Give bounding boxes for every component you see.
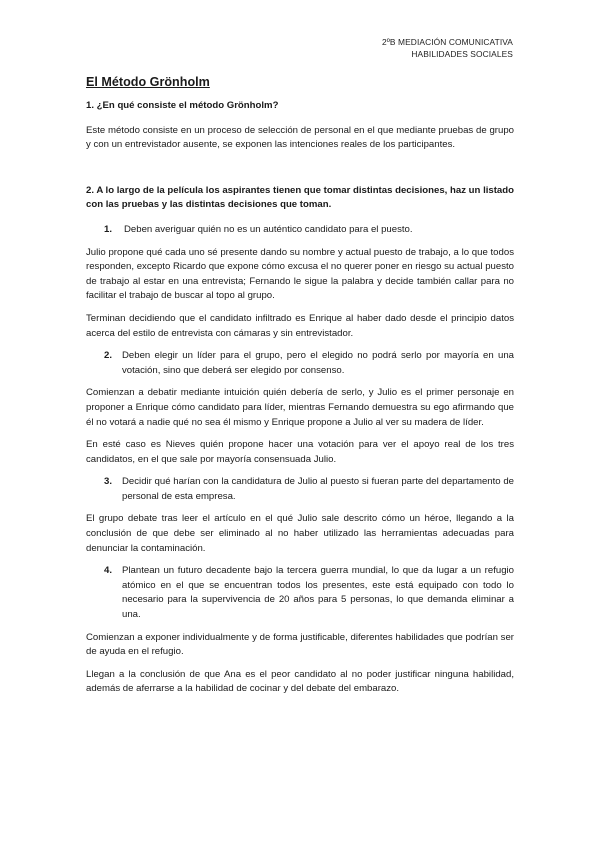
paragraph: Comienzan a debatir mediante intuición quién debería de serlo, y Julio es el primer personaje en proponer a Enrique cómo candidato para líder, mientras Fernando demuestra su ego afirmando que él no votará a nadie qué no sea él mismo y Enrique propone a Julio al ver su madera de líder. <box>86 387 514 428</box>
page-header <box>382 36 513 60</box>
paragraph: Comienzan a exponer individualmente y de forma justificable, diferentes habilidades que podrían ser de ayuda en el refugio. <box>86 631 514 658</box>
list-item-text: Decidir qué harían con la candidatura de Julio al puesto si fueran parte del departamento de personal de esta empresa. <box>122 476 514 502</box>
list-item-1 <box>86 223 514 238</box>
question-2: 2. A lo largo de la película los aspirantes tienen que tomar distintas decisiones, haz un listado con las pruebas y las distintas decisiones que toman. <box>86 184 514 211</box>
header-subject: HABILIDADES SOCIALES <box>411 49 513 59</box>
list-item-text: Deben elegir un líder para el grupo, pero el elegido no podrá serlo por mayoría en una votación, sino que deberá ser elegido por consenso. <box>122 350 514 376</box>
answer-1: Este método consiste en un proceso de selección de personal en el que mediante pruebas de grupo y con un entrevistador ausente, se exponen las intenciones reales de los participantes. <box>86 124 514 151</box>
document-body <box>86 74 514 705</box>
list-item-number: 1. <box>104 223 113 235</box>
list-item-text: Plantean un futuro decadente bajo la tercera guerra mundial, lo que da lugar a un refugio atómico en el que se encuentran todos los presentes, este está equipado con todo lo necesario para la supervivencia de 20 años para 5 personas, lo que demanda eliminar a una. <box>122 565 514 621</box>
paragraph: Terminan decidiendo que el candidato infiltrado es Enrique al haber dado desde el principio datos acerca del estilo de entrevista con cámaras y sin entrevistador. <box>86 312 514 339</box>
paragraph: Llegan a la conclusión de que Ana es el peor candidato al no poder justificar ninguna habilidad, además de aferrarse a la habilidad de cocinar y del debate del embarazo. <box>86 668 514 695</box>
list-item-4 <box>86 564 514 622</box>
question-1: 1. ¿En qué consiste el método Grönholm? <box>86 100 279 111</box>
list-item-2 <box>86 349 514 378</box>
list-item-number: 2. <box>104 350 113 362</box>
list-item-number: 4. <box>104 565 113 577</box>
paragraph: El grupo debate tras leer el artículo en el qué Julio sale descrito cómo un héroe, llegando a la conclusión de que debe ser eliminado al no haber utilizado las herramientas adecuadas para denunciar la contaminación. <box>86 513 514 554</box>
list-item-text: Deben averiguar quién no es un auténtico candidato para el puesto. <box>124 223 413 235</box>
list-item-3 <box>86 475 514 504</box>
document-title: El Método Grönholm <box>86 75 210 89</box>
header-course: 2ºB MEDIACIÓN COMUNICATIVA <box>382 37 513 47</box>
paragraph: Julio propone qué cada uno sé presente dando su nombre y actual puesto de trabajo, a lo que todos responden, excepto Ricardo que expone cómo excusa el no querer poner en riesgo su actual puesto de trabajo al estar en una entrevista; Fernando le sigue la palabra y decide también callar para no facilitar el trabajo de buscar al topo al grupo. <box>86 246 514 302</box>
paragraph: En esté caso es Nieves quién propone hacer una votación para ver el apoyo real de los tres candidatos, en el que sale por mayoría consensuada Julio. <box>86 439 514 465</box>
list-item-number: 3. <box>104 476 113 488</box>
